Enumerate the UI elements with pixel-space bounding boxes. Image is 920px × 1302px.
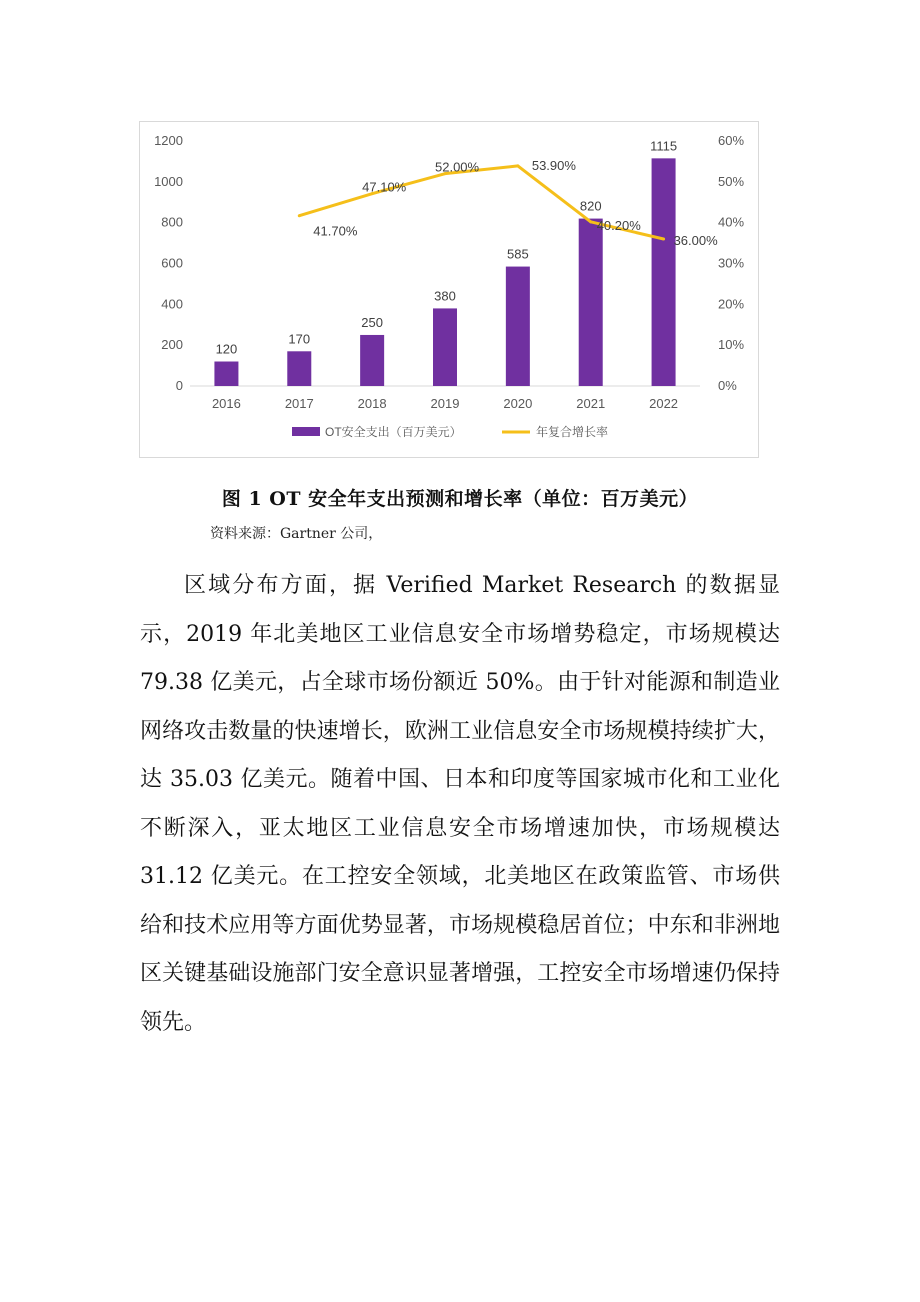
line-data-label: 52.00%	[435, 159, 480, 175]
growth-rate-point	[516, 164, 519, 167]
y-tick-label: 400	[161, 296, 183, 312]
bar-data-label: 380	[434, 288, 456, 304]
bar	[652, 158, 676, 386]
y-tick-label: 600	[161, 255, 183, 271]
bar	[506, 267, 530, 386]
line-data-label: 40.20%	[596, 217, 641, 233]
y2-tick-label: 30%	[718, 255, 745, 271]
bar	[433, 308, 457, 386]
x-tick-label: 2016	[211, 396, 241, 411]
line-data-label: 41.70%	[313, 223, 358, 239]
figure-caption: 图 1 OT 安全年支出预测和增长率（单位：百万美元）	[221, 488, 699, 510]
y2-tick-label: 0%	[718, 378, 737, 393]
bar-data-label: 585	[507, 246, 529, 262]
y-tick-label: 800	[161, 214, 183, 230]
growth-rate-point	[298, 214, 301, 217]
x-tick-label: 2021	[576, 396, 606, 411]
bar-data-label: 120	[215, 341, 238, 357]
bar-data-label: 1115	[650, 138, 678, 154]
line-data-label: 36.00%	[673, 233, 718, 248]
y-tick-label: 0	[175, 378, 183, 393]
y-tick-label: 1000	[154, 173, 183, 189]
x-tick-label: 2019	[430, 396, 460, 411]
chart-container	[139, 121, 759, 458]
line-data-label: 53.90%	[531, 157, 576, 173]
y2-tick-label: 40%	[718, 214, 745, 230]
x-tick-label: 2017	[284, 396, 314, 411]
bar	[214, 362, 238, 387]
legend-bar-swatch	[292, 427, 320, 436]
x-tick-label: 2022	[649, 396, 679, 411]
y-tick-label: 1200	[154, 133, 183, 148]
legend-bar-label: OT安全支出（百万美元）	[325, 425, 462, 439]
bar	[287, 351, 311, 386]
x-tick-label: 2018	[357, 396, 387, 411]
line-data-label: 47.10%	[362, 179, 407, 195]
source-note: 资料来源：Gartner 公司，	[210, 526, 383, 542]
growth-rate-point	[589, 220, 592, 223]
x-tick-label: 2020	[503, 396, 533, 411]
y2-tick-label: 50%	[718, 173, 745, 189]
bar	[360, 335, 384, 386]
bar-data-label: 820	[579, 198, 602, 214]
bar-data-label: 250	[361, 314, 383, 330]
growth-rate-point	[662, 238, 665, 241]
y2-tick-label: 60%	[718, 133, 745, 148]
ot-spending-chart	[140, 122, 758, 457]
y-tick-label: 200	[161, 337, 183, 353]
legend-line-label: 年复合增长率	[536, 425, 609, 439]
body-paragraph: 区域分布方面，据 Verified Market Research 的数据显示，2019 年北美地区工业信息安全市场增势稳定，市场规模达 79.38 亿美元，占全球市场份额近 50%。由于针对能源和制造业网络攻击数量的快速增长，欧洲工业信息安全市场规模持续扩大，达 35.03 亿美元。随着中国、日本和印度等国家城市化和工业化不断深入，亚太地区工业信息安全市场增速加快，市场规模达 31.12 亿美元。在工控安全领域，北美地区在政策监管、市场供给和技术应用等方面优势显著，市场规模稳居首位；中东和非洲地区关键基础设施部门安全意识显著增强，工控安全市场增速仍保持领先。	[140, 573, 780, 1035]
y2-tick-label: 10%	[718, 337, 745, 353]
bar	[579, 219, 603, 386]
y2-tick-label: 20%	[718, 296, 745, 312]
bar-data-label: 170	[288, 331, 311, 347]
